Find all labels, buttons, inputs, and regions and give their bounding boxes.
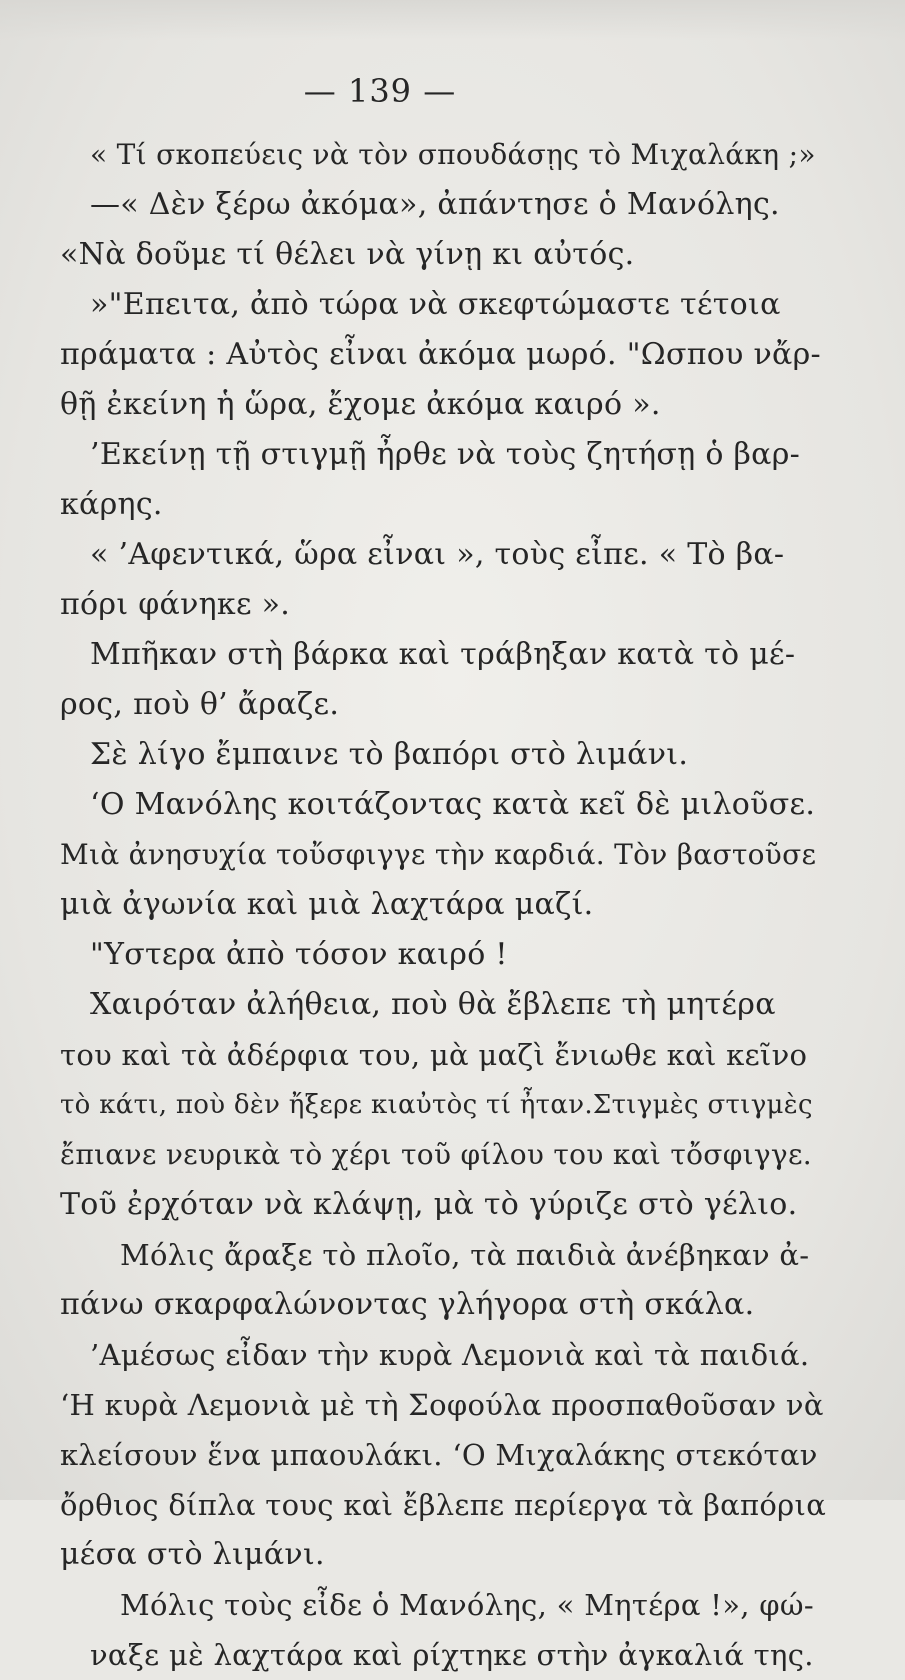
text-line: ἔπιανε νευρικὰ τὸ χέρι τοῦ φίλου του καὶ τὄσφιγγε. (60, 1138, 812, 1171)
text-line: Μόλις ἄραξε τὸ πλοῖο, τὰ παιδιὰ ἀνέβηκαν ἀ- (120, 1238, 810, 1272)
text-line: μιὰ ἀγωνία καὶ μιὰ λαχτάρα μαζί. (60, 887, 594, 922)
text-line: θῇ ἐκείνη ἡ ὥρα, ἔχομε ἀκόμα καιρό ». (60, 387, 661, 422)
text-line: « Τί σκοπεύεις νὰ τὸν σπουδάσῃς τὸ Μιχαλάκη ;» (90, 138, 816, 171)
text-line: « ’Αφεντικά, ὥρα εἶναι », τοὺς εἶπε. « Τὸ βα- (90, 537, 785, 572)
text-line: Μόλις τοὺς εἶδε ὁ Μανόλης, « Μητέρα !», φώ- (120, 1588, 814, 1622)
text-line: πόρι φάνηκε ». (60, 587, 291, 622)
text-line: "Υστερα ἀπὸ τόσον καιρό ! (90, 937, 508, 972)
text-line: τὸ κάτι, ποὺ δὲν ἤξερε κιαὐτὸς τί ἦταν.Στιγμὲς στιγμὲς (60, 1090, 813, 1120)
page-number: — 139 — (303, 72, 457, 110)
text-line: «Νὰ δοῦμε τί θέλει νὰ γίνῃ κι αὐτός. (60, 237, 635, 272)
body-text (60, 130, 830, 1680)
text-line: Μιὰ ἀνησυχία τοὔσφιγγε τὴν καρδιά. Τὸν βαστοῦσε (60, 838, 817, 871)
text-line: κάρης. (60, 487, 163, 522)
text-line: ‘Ο Μανόλης κοιτάζοντας κατὰ κεῖ δὲ μιλοῦσε. (90, 787, 816, 822)
text-line: Μπῆκαν στὴ βάρκα καὶ τράβηξαν κατὰ τὸ μέ- (90, 637, 796, 672)
text-line: ρος, ποὺ θ’ ἄραζε. (60, 687, 340, 722)
text-line: πράματα : Αὐτὸς εἶναι ἀκόμα μωρό. "Ωσπου νἄρ- (60, 337, 821, 372)
text-line: ‘Η κυρὰ Λεμονιὰ μὲ τὴ Σοφούλα προσπαθοῦσαν νὰ (60, 1388, 824, 1422)
text-line: ’Εκείνῃ τῇ στιγμῇ ἦρθε νὰ τοὺς ζητήσῃ ὁ βαρ- (90, 437, 801, 472)
text-line: πάνω σκαρφαλώνοντας γλήγορα στὴ σκάλα. (60, 1287, 755, 1322)
text-line: ’Αμέσως εἶδαν τὴν κυρὰ Λεμονιὰ καὶ τὰ παιδιά. (90, 1338, 810, 1372)
text-line: ὄρθιος δίπλα τους καὶ ἔβλεπε περίεργα τὰ βαπόρια (60, 1488, 827, 1522)
text-line: ναξε μὲ λαχτάρα καὶ ρίχτηκε στὴν ἀγκαλιά της. (90, 1638, 814, 1672)
text-line: Χαιρόταν ἀλήθεια, ποὺ θὰ ἔβλεπε τὴ μητέρα (90, 987, 776, 1022)
text-line: Σὲ λίγο ἔμπαινε τὸ βαπόρι στὸ λιμάνι. (90, 737, 689, 772)
text-line: —« Δὲν ξέρω ἀκόμα», ἀπάντησε ὁ Μανόλης. (90, 187, 780, 222)
text-line: Τοῦ ἐρχόταν νὰ κλάψῃ, μὰ τὸ γύριζε στὸ γέλιο. (60, 1187, 798, 1222)
text-line: του καὶ τὰ ἀδέρφια του, μὰ μαζὶ ἔνιωθε καὶ κεῖνο (60, 1038, 808, 1072)
text-line: μέσα στὸ λιμάνι. (60, 1537, 325, 1572)
page-edge-shadow (0, 0, 905, 40)
text-line: κλείσουν ἕνα μπαουλάκι. ‘Ο Μιχαλάκης στεκόταν (60, 1438, 818, 1472)
text-line: »"Επειτα, ἀπὸ τώρα νὰ σκεφτώμαστε τέτοια (90, 287, 781, 322)
